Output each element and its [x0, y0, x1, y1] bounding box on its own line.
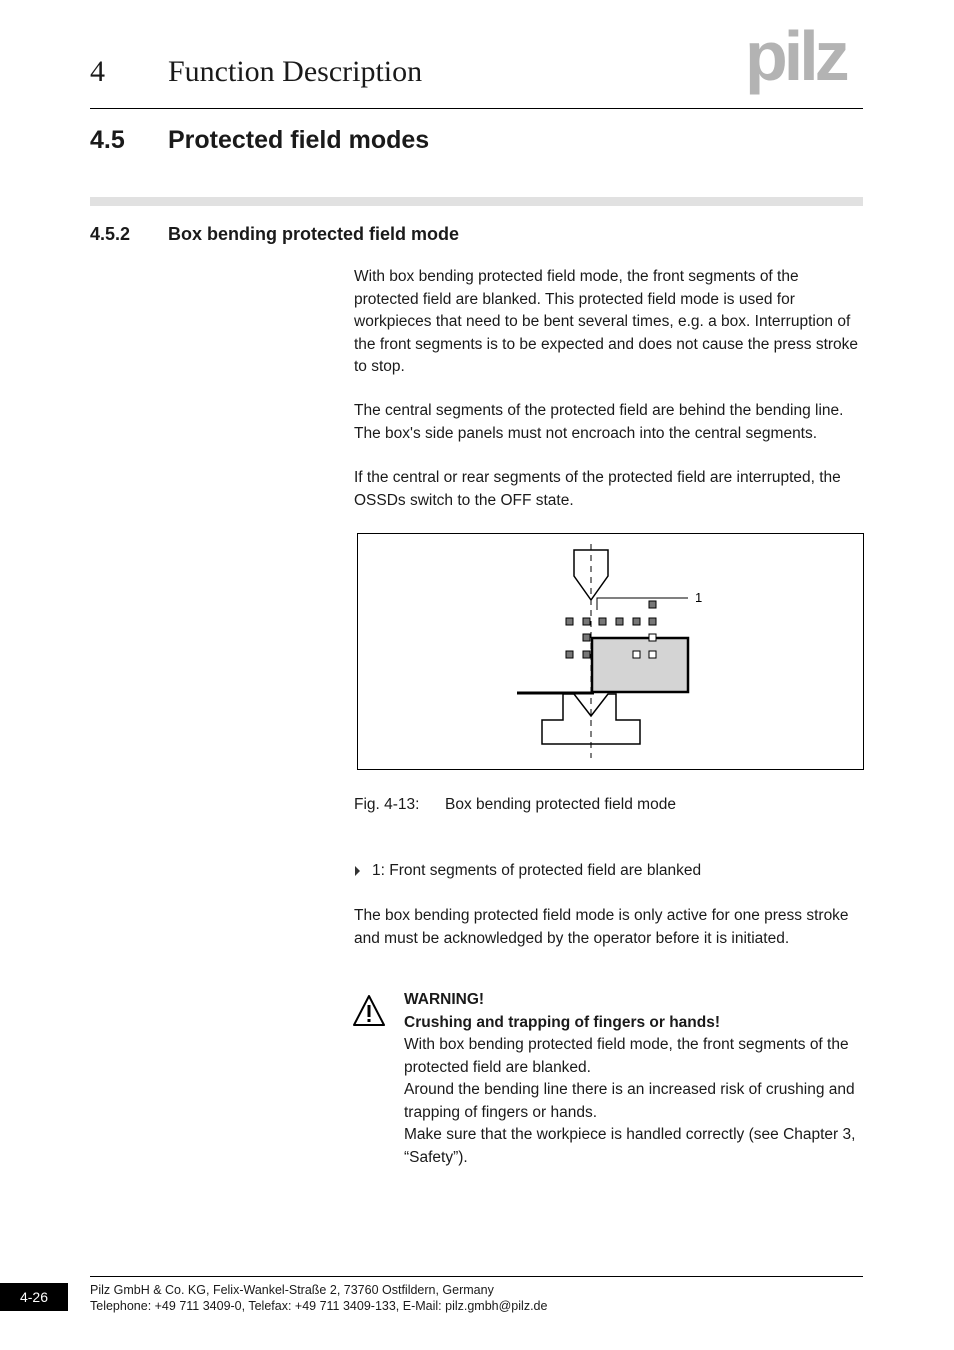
page-number: 4-26	[0, 1283, 68, 1311]
segment-front	[566, 618, 573, 625]
section-divider	[90, 197, 863, 206]
segment-front	[583, 634, 590, 641]
segment-blanked	[649, 651, 656, 658]
footer-address: Pilz GmbH & Co. KG, Felix-Wankel-Straße 2, 73760 Ostfildern, Germany	[90, 1283, 494, 1297]
segment-blanked	[633, 651, 640, 658]
warning-line: Around the bending line there is an increased risk of crushing and trapping of fingers or hands.	[404, 1081, 855, 1121]
figure-label: Fig. 4-13:	[354, 796, 420, 813]
figure-box-bending	[357, 533, 864, 770]
segment-front	[583, 618, 590, 625]
segment-front	[649, 618, 656, 625]
paragraph-acknowledge: The box bending protected field mode is only active for one press stroke and must be acknowledged by the operator before it is initiated.	[354, 907, 849, 947]
figure-caption: Box bending protected field mode	[445, 796, 676, 813]
footer-contact: Telephone: +49 711 3409-0, Telefax: +49 711 3409-133, E-Mail: pilz.gmbh@pilz.de	[90, 1299, 548, 1313]
callout-number: 1	[695, 590, 703, 605]
footer-rule	[90, 1276, 863, 1277]
segment-front	[616, 618, 623, 625]
legend-item: 1: Front segments of protected field are blanked	[372, 862, 702, 879]
subsection-number: 4.5.2	[90, 224, 131, 244]
paragraph-intro: With box bending protected field mode, the front segments of the protected field are blanked. This protected field mode is used for workpieces that need to be bent several times, e.g. a box. Interruption of the front segments is to be expected and does not cause the press stroke to stop.	[354, 268, 859, 375]
warning-line: Make sure that the workpiece is handled correctly (see Chapter 3, “Safety”).	[404, 1126, 856, 1166]
segment-central	[649, 601, 656, 608]
section-title: Protected field modes	[168, 126, 430, 154]
warning-triangle-icon	[352, 994, 386, 1028]
paragraph-central-segments: The central segments of the protected field are behind the bending line. The box's side panels must not encroach into the central segments.	[354, 402, 844, 442]
bullet-arrow-icon	[354, 864, 362, 878]
segment-front	[566, 651, 573, 658]
warning-title: WARNING!	[404, 991, 485, 1008]
warning-subtitle: Crushing and trapping of fingers or hands!	[404, 1013, 721, 1031]
warning-line: With box bending protected field mode, the front segments of the protected field are blanked.	[404, 1036, 849, 1076]
pilz-logo	[745, 24, 867, 96]
segment-front	[599, 618, 606, 625]
warning-block	[404, 989, 862, 1169]
callout-line	[597, 598, 688, 610]
segment-front	[633, 618, 640, 625]
paragraph-ossd: If the central or rear segments of the protected field are interrupted, the OSSDs switch to the OFF state.	[354, 469, 841, 509]
chapter-title: Function Description	[168, 55, 423, 88]
figure-diagram	[358, 534, 863, 769]
pilz-logo-text: pilz	[745, 24, 846, 95]
subsection-title: Box bending protected field mode	[168, 224, 460, 244]
chapter-number: 4	[90, 55, 105, 88]
workpiece-box	[592, 638, 688, 692]
segment-blanked	[649, 634, 656, 641]
section-number: 4.5	[90, 126, 125, 154]
segment-front	[583, 651, 590, 658]
header-rule	[90, 108, 863, 109]
